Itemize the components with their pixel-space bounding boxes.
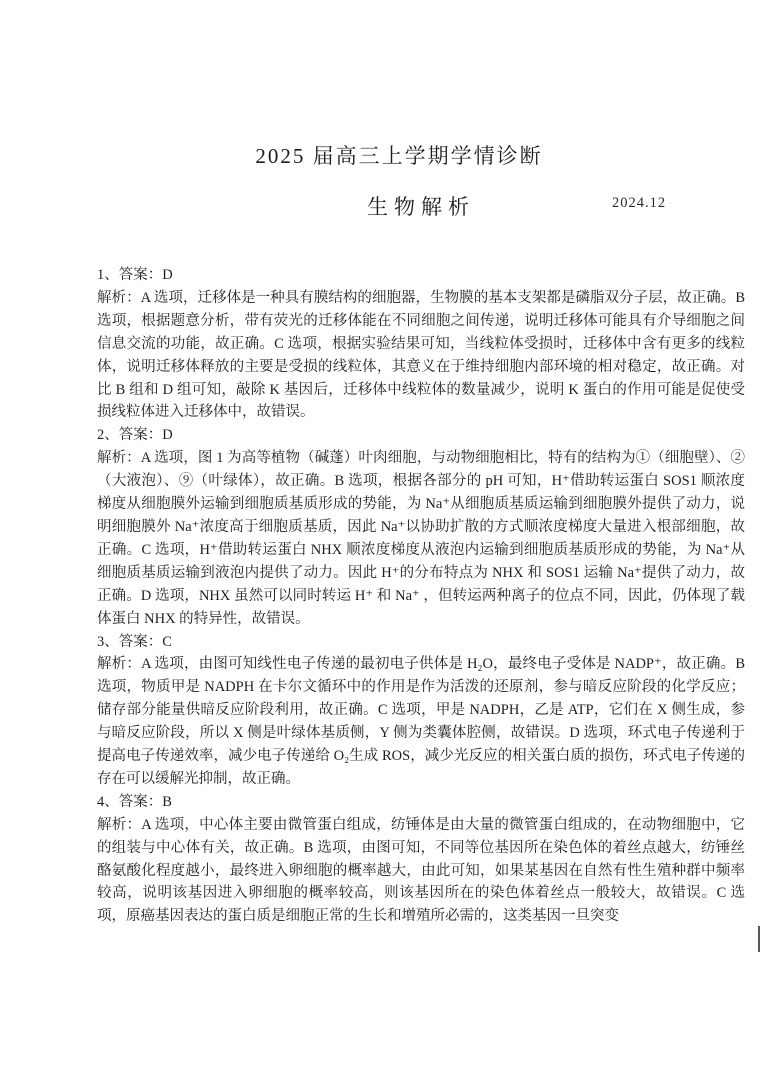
doc-subtitle: 生物解析 [367, 195, 475, 219]
analysis-paragraph-4: 解析：A 选项，中心体主要由微管蛋白组成，纺锤体是由大量的微管蛋白组成的，在动物细胞中，它的组装与中心体有关，故正确。B 选项，由图可知，不同等位基因所在染色体的着丝点越大，纺锤丝酪氨酸化程度越小，最终进入卵细胞的概率越大，由此可知，如果某基因在自然有性生殖种群中频率较高，说明该基因进入卵细胞的概率较高，则该基因所在的染色体着丝点一般较大，故错误。C 选项，原癌基因表达的蛋白质是细胞正常的生长和增殖所必需的，这类基因一旦突变 [97, 816, 745, 925]
document-body [97, 264, 745, 928]
subtitle-row [0, 191, 760, 217]
page-title: 2025 届高三上学期学情诊断 [255, 144, 543, 168]
answer-line-3: 3、答案：C [97, 633, 172, 650]
analysis-paragraph-1: 解析：A 选项，迁移体是一种具有膜结构的细胞器，生物膜的基本支架都是磷脂双分子层，故正确。B 选项，根据题意分析，带有荧光的迁移体能在不同细胞之间传递，说明迁移体可能具有介导细胞之间信息交流的功能，故正确。C 选项，根据实验结果可知，当线粒体受损时，迁移体中含有更多的线粒体，说明迁移体释放的主要是受损的线粒体，其意义在于维持细胞内部环境的相对稳定，故正确。对比 B 组和 D 组可知，敲除 K 基因后，迁移体中线粒体的数量减少，说明 K 蛋白的作用可能是促使受损线粒体进入迁移体中，故错误。 [97, 289, 745, 421]
analysis-paragraph-3: 解析：A 选项，由图可知线性电子传递的最初电子供体是 H₂O，最终电子受体是 NADP⁺，故正确。B 选项，物质甲是 NADPH 在卡尔文循环中的作用是作为活泼的还原剂，参与暗反应阶段的化学反应；储存部分能量供暗反应阶段利用，故正确。C 选项，甲是 NADPH，乙是 ATP，它们在 X 侧生成，参与暗反应阶段，所以 X 侧是叶绿体基质侧，Y 侧为类囊体腔侧，故错误。D 选项，环式电子传递利于提高电子传递效率，减少电子传递给 O₂生成 ROS，减少光反应的相关蛋白质的损伤，环式电子传递的存在可以缓解光抑制，故正确。 [97, 656, 745, 787]
answer-line-1: 1、答案：D [97, 267, 173, 283]
answer-line-2: 2、答案：D [97, 427, 173, 444]
answer-line-4: 4、答案：B [97, 793, 172, 810]
analysis-paragraph-2: 解析：A 选项，图 1 为高等植物（碱蓬）叶肉细胞，与动物细胞相比，特有的结构为①（细胞壁）、②（大液泡）、⑨（叶绿体），故正确。B 选项，根据各部分的 pH 可知，H⁺借助转运蛋白 SOS1 顺浓度梯度从细胞膜外运输到细胞质基质形成的势能，为 Na⁺从细胞质基质运输到细胞膜外提供了动力，说明细胞膜外 Na⁺浓度高于细胞质基质，因此 Na⁺以协助扩散的方式顺浓度梯度大量进入根部细胞，故正确。C 选项，H⁺借助转运蛋白 NHX 顺浓度梯度从液泡内运输到细胞质基质形成的势能，为 Na⁺从细胞质基质运输到液泡内提供了动力。因此 H⁺的分布特点为 NHX 和 SOS1 运输 Na⁺提供了动力，故正确。D 选项，NHX 虽然可以同时转运 H⁺ 和 Na⁺ ，但转运两种离子的位点不同，因此，仍体现了载体蛋白 NHX 的特异性，故错误。 [97, 450, 745, 627]
doc-date: 2024.12 [612, 195, 667, 211]
